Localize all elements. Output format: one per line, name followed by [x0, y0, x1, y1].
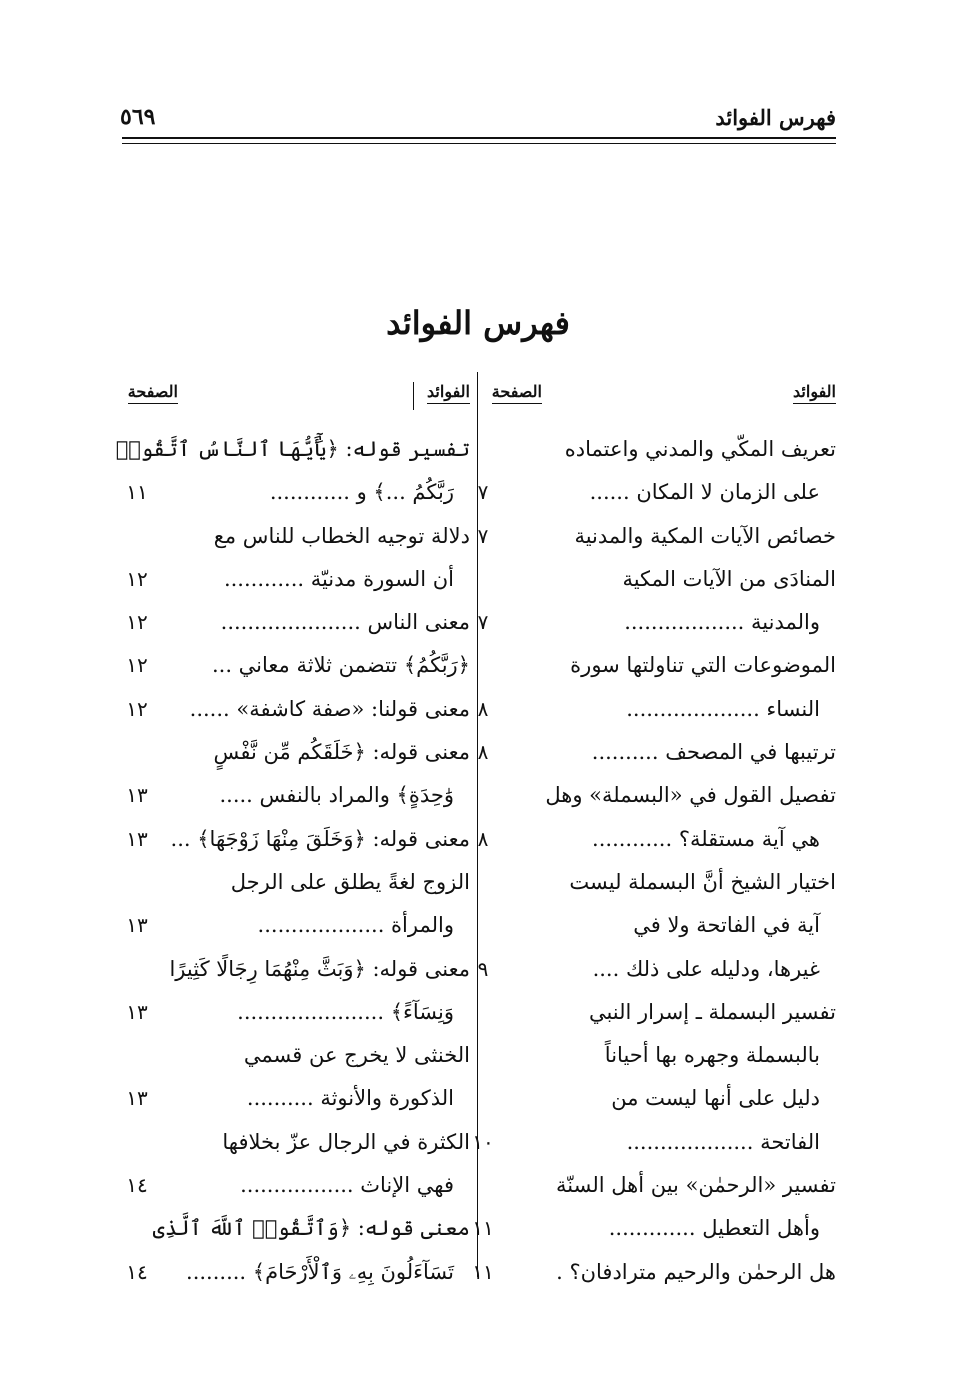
entry-page: ١٣	[126, 783, 148, 808]
page-number: ٥٦٩	[120, 104, 156, 130]
index-entry	[120, 688, 470, 731]
index-entry	[120, 601, 470, 644]
right-column-header	[480, 382, 836, 412]
index-entry	[477, 731, 836, 774]
entry-text: دليل على أنها ليست من	[611, 1086, 820, 1111]
index-title: فهرس الفوائد	[386, 304, 570, 342]
index-entry	[480, 991, 836, 1034]
left-column	[115, 428, 470, 1294]
header-separator	[413, 382, 414, 410]
index-entry	[120, 515, 470, 558]
entry-text: بالبسملة وجهره بها أحياناً	[604, 1043, 820, 1068]
index-entry	[120, 904, 470, 947]
entry-page: ٨	[477, 740, 489, 765]
entry-text: ترتيبها في المصحف ..........	[591, 740, 836, 765]
index-entry	[480, 644, 836, 687]
index-entry	[120, 991, 470, 1034]
entry-text: تفسير البسملة ـ إسرار النبي	[588, 999, 836, 1024]
entry-text: تفسير قوله: ﴿يَٰٓأَيُّهَا ٱلنَّاسُ ٱتَّقُوا۟	[115, 437, 470, 461]
index-entry	[480, 774, 836, 817]
entry-text: النساء ....................	[626, 696, 820, 721]
index-entry	[120, 1164, 470, 1207]
index-entry	[115, 428, 470, 471]
index-entry	[120, 558, 470, 601]
index-entry	[480, 861, 836, 904]
index-entry	[472, 1251, 836, 1294]
entry-text: والمرأة ...................	[257, 913, 454, 938]
entry-page: ٨	[477, 696, 489, 721]
index-entry	[480, 558, 836, 601]
entry-text: معنى قولنا: «صفة كاشفة» ......	[189, 696, 470, 721]
index-entry	[120, 1251, 470, 1294]
entry-text: وَنِسَآءً﴾ ......................	[237, 999, 454, 1024]
page-header: الصفحة	[128, 382, 178, 404]
entry-page: ١٢	[126, 610, 148, 635]
entry-text: أن السورة مدنيّة ............	[223, 566, 454, 591]
entry-page: ١٣	[126, 913, 148, 938]
entry-page: ١٠	[472, 1129, 494, 1154]
index-entry	[472, 1121, 836, 1164]
entry-text: معنى قوله: ﴿وَبَثَّ مِنْهُمَا رِجَالًا كَثِيرًا	[169, 956, 470, 981]
entry-text: فهي الإناث .................	[240, 1173, 454, 1198]
right-column	[472, 428, 836, 1294]
entry-text: تفسير «الرحمٰن» بين أهل السنّة	[556, 1173, 836, 1198]
index-entry	[480, 428, 836, 471]
index-entry	[120, 1121, 470, 1164]
entry-text: وَٰحِدَةٍ﴾ والمراد بالنفس .....	[219, 783, 454, 808]
entry-page: ١٢	[126, 696, 148, 721]
entry-page: ٧	[477, 480, 489, 505]
index-entry	[480, 1034, 836, 1077]
entry-text: المنادَى من الآيات المكية	[622, 566, 836, 591]
entry-text: دلالة توجيه الخطاب للناس مع	[213, 523, 470, 548]
index-entry	[472, 1207, 836, 1250]
entry-text: اختيار الشيخ أنَّ البسملة ليست	[569, 869, 836, 894]
entry-page: ١٣	[126, 999, 148, 1024]
index-entry	[477, 515, 836, 558]
entry-page: ١٤	[126, 1173, 148, 1198]
index-entry	[120, 774, 470, 817]
entry-text: والمدنية ..................	[624, 610, 820, 635]
entry-page: ١٣	[126, 1086, 148, 1111]
entry-page: ٩	[477, 956, 489, 981]
index-entry	[477, 471, 836, 514]
index-entry	[120, 1207, 470, 1250]
index-entry	[480, 1164, 836, 1207]
entry-text: ﴿رَبَّكُمُ﴾ تتضمن ثلاثة معاني ...	[211, 653, 470, 678]
index-entry	[477, 601, 836, 644]
entry-page: ١٣	[126, 826, 148, 851]
entry-text: تعريف المكّي والمدني واعتماده	[564, 437, 836, 461]
entry-page: ١١	[472, 1259, 494, 1284]
entry-page: ١٢	[126, 653, 148, 678]
header-rule-thin	[122, 143, 836, 144]
running-header	[120, 100, 836, 134]
entry-page: ٨	[477, 826, 489, 851]
index-entry	[120, 1077, 470, 1120]
benefits-header: الفوائد	[427, 382, 470, 404]
entry-text: معنى قوله: ﴿وَٱتَّقُوا۟ ٱللَّهَ ٱلَّذِى	[152, 1216, 470, 1241]
entry-text: خصائص الآيات المكية والمدنية	[574, 523, 836, 548]
entry-page: ٧	[477, 610, 489, 635]
running-title: فهرس الفوائد	[715, 104, 836, 130]
index-entry	[120, 731, 470, 774]
entry-text: وأهل التعطيل .............	[608, 1216, 820, 1241]
index-entry	[120, 861, 470, 904]
index-entry	[477, 688, 836, 731]
left-column-header	[120, 382, 470, 412]
entry-text: الفاتحة ...................	[626, 1129, 820, 1154]
entry-page: ١٤	[126, 1259, 148, 1284]
entry-text: معنى قوله: ﴿خَلَقَكُم مِّن نَّفْسٍ	[213, 740, 470, 765]
entry-text: غيرها، ودليله على ذلك ....	[592, 956, 820, 981]
entry-text: معنى الناس .....................	[220, 610, 470, 635]
index-entry	[120, 1034, 470, 1077]
entry-text: تفصيل القول في «البسملة» وهل	[545, 783, 836, 808]
benefits-header: الفوائد	[793, 382, 836, 404]
entry-text: معنى قوله: ﴿وَخَلَقَ مِنْهَا زَوْجَهَا﴾ ...	[170, 826, 470, 851]
index-entry	[120, 471, 470, 514]
entry-page: ٧	[477, 523, 489, 548]
index-entry	[120, 818, 470, 861]
header-rule	[122, 137, 836, 139]
entry-text: هي آية مستقلة؟ ............	[592, 826, 820, 851]
index-entry	[477, 818, 836, 861]
entry-text: هل الرحمٰن والرحيم مترادفان؟ .	[556, 1259, 836, 1284]
entry-text: الموضوعات التي تناولتها سورة	[570, 653, 836, 678]
entry-text: الزوج لغةً يطلق على الرجل	[230, 869, 470, 894]
entry-text: على الزمان لا المكان ......	[589, 480, 820, 505]
entry-text: آية في الفاتحة ولا في	[633, 913, 820, 938]
entry-text: الخنثى لا يخرج عن قسمي	[243, 1043, 470, 1068]
entry-text: رَبَّكُمُ ...﴾ و ............	[269, 480, 454, 505]
entry-page: ١٢	[126, 566, 148, 591]
index-entry	[480, 904, 836, 947]
entry-text: الكثرة في الرجال عزّ بخلافها	[222, 1129, 470, 1154]
index-entry	[120, 644, 470, 687]
entry-page: ١١	[126, 480, 148, 505]
page-header: الصفحة	[492, 382, 542, 404]
entry-text: الذكورة والأنوثة ..........	[246, 1086, 454, 1111]
index-entry	[120, 948, 470, 991]
entry-text: تَسَآءَلُونَ بِهِۦ وَٱلْأَرْحَامَ﴾ .........	[186, 1259, 454, 1284]
entry-page: ١١	[472, 1216, 494, 1241]
index-entry	[477, 948, 836, 991]
index-entry	[480, 1077, 836, 1120]
